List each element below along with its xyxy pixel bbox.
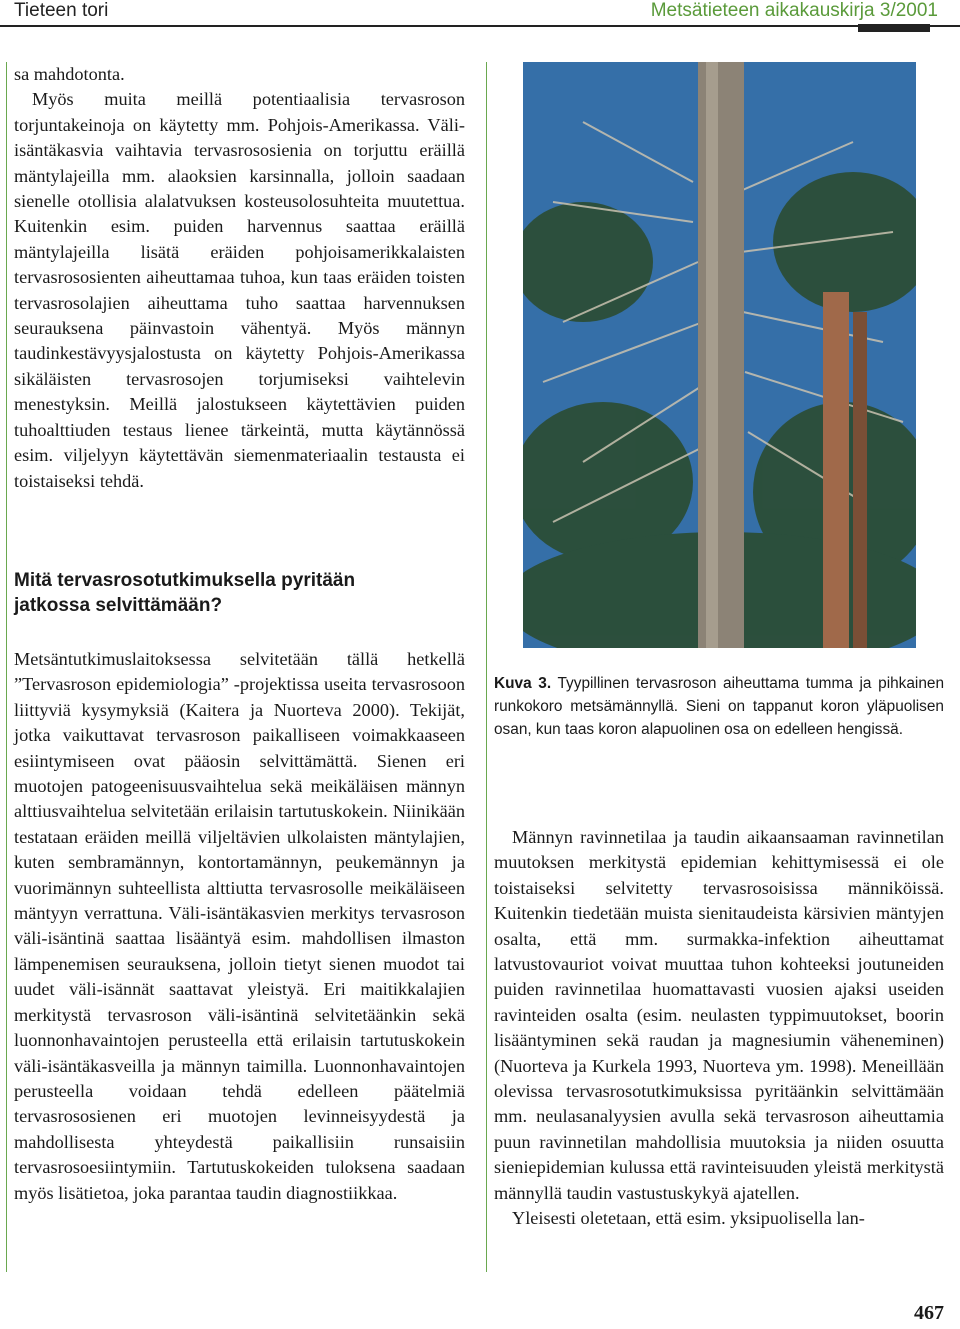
paragraph: Yleisesti oletetaan, että esim. yksipuolisella lan- [512,1208,865,1229]
left-column-top-text [14,62,465,494]
section-label: Tieteen tori [14,0,109,21]
paragraph: Myös muita meillä potentiaalisia tervasroson torjuntakeinoja on käytetty mm. Pohjois-Amerikassa. Väli-isäntäkasvia vaihtavia tervasrososienia on torjuttu eräillä mäntylajeilla mm. alaoksien karsinnalla, jolloin saadaan sienelle otollisia alalatvuksen kosteusolosuhteita muutettua. Kuitenkin esim. puiden harvennus saattaa eräillä mäntylajeilla lisätä eräiden pohjoisamerikkalaisten tervasrososienten aiheuttamaa tuhoa, kun taas eräiden toisten tervasrosolajien aiheuttama tuho saattaa harvennuksen seurauksena päinvastoin vähentyä. Myös männyn taudinkestävyysjalostusta on käytetty Pohjois-Amerikassa sikäläisten tervasrosojen torjumiseksi vaihtelevin menestyksin. Meillä jalostukseen käytettävien puiden tuhoalttiuden testaus lienee tärkeintä, mutta käytännössä esim. viljelyyn käytettävän siemenmateriaalin testausta ei toistaiseksi tehdä. [14,89,465,491]
left-column-bottom-text [14,647,465,1206]
page-number: 467 [914,1302,944,1324]
pine-tree-photo [523,62,916,648]
figure-caption [494,672,944,741]
header-rule [0,25,960,27]
paragraph: Metsäntutkimuslaitoksessa selvitetään tällä hetkellä ”Tervasroson epidemiologia” -projektissa useita tervasrosoon liittyviä kysymyksiä (Kaitera ja Nuorteva 2000). Tekijät, jotka vaikuttavat tervasroson paikalliseen voimakkaaseen esiintymiseen ovat pääosin selvittämättä. Sienen eri muotojen patogeenisuusvaihtelua sekä meikäläisen männyn alttiusvaihtelua selvitetään erilaisin tartutuskokein. Niinikään testataan eräiden meillä viljeltävien ulkolaisten mäntylajien, kuten sembramännyn, kontortamännyn, peukemännyn ja vuorimännyn suhteellista alttiutta tervasrosolle meikäläiseen mäntyyn verrattuna. Väli-isäntäkasvien merkitys tervasroson väli-isäntinä saattaa lisääntyä esim. mahdollisen ilmaston lämpenemisen seurauksena, jolloin tietyt sienen muodot tai uudet väli-isännät saattavat yleistyä. Eri maitikkalajien merkitystä tervasroson väli-isäntinä selvitetäänkin sekä luonnonhavaintojen perusteella että erilaisin tartutuskokein väli-isäntäkasveilla ja männyn taimilla. Luonnonhavaintojen perusteella voidaan tehdä edelleen päätelmiä tervasrososienen eri muotojen levinneisyydestä ja mahdollisesta yhteydestä paikallisiin runsaisiin tervasrosoesiintymiin. Tartutuskokeiden tuloksena saadaan myös lisätietoa, joka parantaa taudin diagnostiikkaa. [14,649,465,1203]
left-column-rule [6,62,7,1272]
center-column-rule [486,62,487,1272]
journal-title: Metsätieteen aikakauskirja 3/2001 [650,0,938,21]
header-rule-block [858,24,930,32]
section-heading-line: jatkossa selvittämään? [14,595,223,616]
figure-label: Kuva 3. [494,675,552,692]
paragraph: Männyn ravinnetilaa ja taudin aikaansaaman ravinnetilan muutoksen merkitystä epidemian kehittymisessä ei ole toistaiseksi selvitetty tervasrosoisissa männiköissä. Kuitenkin tiedetään muista sienitaudeista kärsivien mäntyjen osalta, että mm. surmakka-infektion aiheuttamat latvustovauriot voivat muuttaa tuhon kohteeksi joutuneiden puiden ravinnetilaa huomattavasti vuosien ajaksi useiden ravinteiden osalta (esim. neulasten typpimuutokset, boorin lisääntyminen sekä raudan ja magnesiumin väheneminen) (Nuorteva ja Kurkela 1993, Nuorteva ym. 1998). Meneillään olevissa tervasrosotutkimuksissa pyritäänkin selvittämään mm. neulasanalyysien avulla sekä tervasroson aiheuttamia puun ravinnetilan mahdollisia muutoksia ja niiden osuutta sieniepidemian kulussa että ravinteisuuden yleistä merkitystä männyllä taudin vastustuskykyä ajatellen. [494,827,944,1203]
section-heading-line: Mitä tervasrosotutkimuksella pyritään [14,570,356,591]
paragraph: sa mahdotonta. [14,64,125,84]
right-column-text [494,825,944,1232]
pine-tree-illustration [523,62,916,648]
section-heading [14,568,474,618]
figure-caption-text: Tyypillinen tervasroson aiheuttama tumma ja pihkainen runkokoro metsämännyllä. Sieni on tappanut koron yläpuolisen osan, kun taas koron alapuolinen osa on edelleen hengissä. [494,675,945,738]
